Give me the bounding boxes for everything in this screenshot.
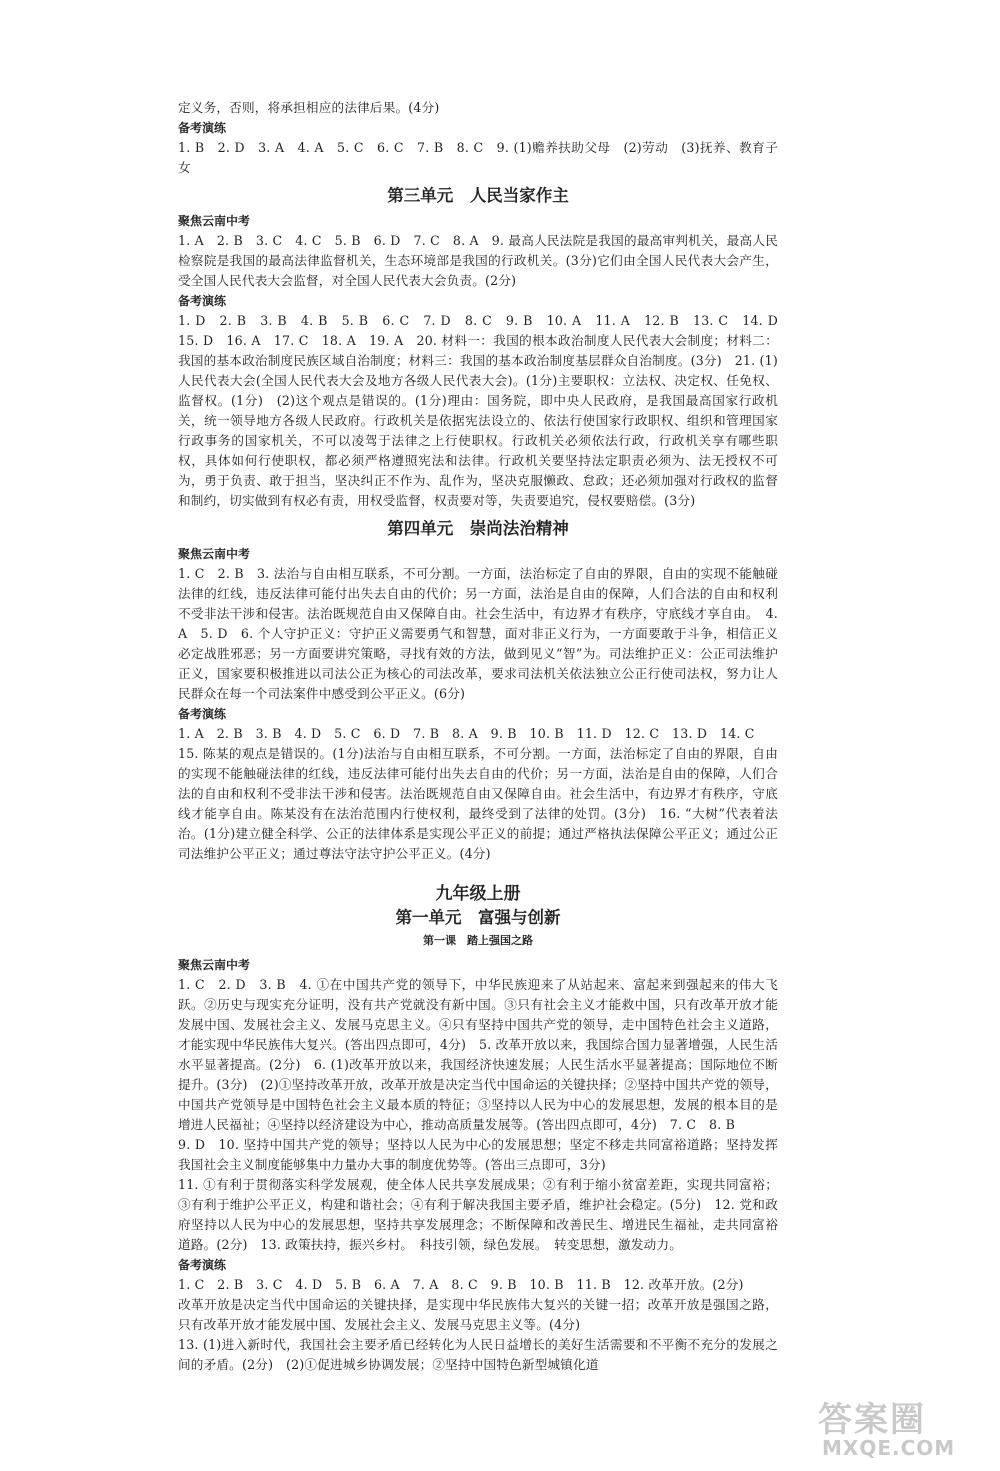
unit-title: 第三单元 人民当家作主 [387,186,569,205]
text-block: 定义务，否则，将承担相应的法律后果。(4分) [178,100,440,115]
answer-block: 13. (1)进入新时代，我国社会主要矛盾已经转化为人民日益增长的美好生活需要和不平衡不充分的发展之间的矛盾。(2分) (2)①促进城乡协调发展；②坚持中国特色新型城镇化道 [178,1337,778,1372]
section-subheading: 聚焦云南中考 [178,958,251,972]
unit-title: 第四单元 崇尚法治精神 [387,519,569,538]
answer-block: 1. A 2. B 3. C 4. C 5. B 6. D 7. C 8. A 9. 最高人民法院是我国的最高审判机关，最高人民检察院是我国的最高法律监督机关，生态环境部是我国的行政机关。(3分)它们由全国人民代表大会产生，受全国人民代表大会监督，对全国人民代表大会负责。(2分) [178,233,778,288]
section-subheading: 备考演练 [178,707,227,721]
answer-block: 9. D 10. 坚持中国共产党的领导；坚持以人民为中心的发展思想；坚定不移走共同富裕道路；坚持发挥我国社会主义制度能够集中力量办大事的制度优势等。(答出三点即可，3分) [178,1137,778,1172]
section-subheading: 备考演练 [178,294,227,308]
grade-title: 九年级上册 [435,884,521,904]
watermark-url: MXQE.COM [822,1436,956,1460]
section-subheading: 聚焦云南中考 [178,547,251,561]
lesson-title: 第一课 踏上强国之路 [423,934,533,947]
answer-block: 1. C 2. B 3. 法治与自由相互联系，不可分割。一方面，法治标定了自由的界限，自由的实现不能触碰法律的红线，违反法律可能付出失去自由的代价；另一方面，法治是自由的保障，人们合法的自由和权利不受非法干涉和侵害。法治既规范自由又保障自由。社会生活中，有边界才有秩序，守底线才享自由。 4. A 5. D 6. 个人守护正义：守护正义需要勇气和智慧，面对非正义行为，一方面要敢于斗争，相信正义必定战胜邪恶；另一方面要讲究策略，寻找有效的方法，做到见义“智”为。司法维护正义：公正司法维护正义，国家要积极推进以司法公正为核心的司法改革，要求司法机关依法独立公正行使司法权，努力让人民群众在每一个司法案件中感受到公平正义。(6分) [178,566,778,701]
answer-list: 1. C 2. B 3. C 4. D 5. B 6. A 7. A 8. C 9. B 10. B 11. B 12. 改革开放。(2分) [178,1277,744,1292]
site-watermark [818,1392,988,1464]
section-subheading: 备考演练 [178,121,227,135]
answer-block: 改革开放是决定当代中国命运的关键抉择，是实现中华民族伟大复兴的关键一招；改革开放是强国之路，只有改革开放才能发展中国、发展社会主义、发展马克思主义等。(4分) [178,1297,778,1332]
answer-block: 11. ①有利于贯彻落实科学发展观，使全体人民共享发展成果；②有利于缩小贫富差距，实现共同富裕；③有利于维护公平正义，构建和谐社会；④有利于解决我国主要矛盾，维护社会稳定。(5分) 12. 党和政府坚持以人民为中心的发展思想，坚持共享发展理念；不断保障和改善民生、增进民生福祉，走共同富裕道路。(2分) 13. 政策扶持，振兴乡村。 科技引领，绿色发展。 转变思想，激发动力。 [178,1177,778,1252]
section-subheading: 聚焦云南中考 [178,214,251,228]
unit-title: 第一单元 富强与创新 [395,908,561,927]
answer-block: 15. 陈某的观点是错误的。(1分)法治与自由相互联系，不可分割。一方面，法治标定了自由的界限，自由的实现不能触碰法律的红线，违反法律可能付出失去自由的代价；另一方面，法治是自由的保障，人们合法的自由和权利不受非法干涉和侵害。法治既规范自由又保障自由。社会生活中，有边界才有秩序，守底线才能享自由。陈某没有在法治范围内行使权利，最终受到了法律的处罚。(3分) 16. “大树”代表着法治。(1分)建立健全科学、公正的法律体系是实现公平正义的前提；通过严格执法保障公平正义；通过公正司法维护公平正义；通过尊法守法守护公平正义。(4分) [178,746,778,861]
answer-list: 1. A 2. B 3. B 4. D 5. C 6. D 7. B 8. A 9. B 10. B 11. D 12. C 13. D 14. C [178,726,755,741]
section-subheading: 备考演练 [178,1258,227,1272]
answer-block: 1. D 2. B 3. B 4. B 5. B 6. C 7. D 8. C 9. B 10. A 11. A 12. B 13. C 14. D 15. D 16. A 17. C 18. A 19. A 20. 材料一：我国的根本政治制度人民代表大会制度；材料二：我国的基本政治制度民族区域自治制度；材料三：我国的基本政治制度基层群众自治制度。(3分) 21. (1)人民代表大会(全国人民代表大会及地方各级人民代表大会)。(1分)主要职权：立法权、决定权、任免权、监督权。(1分) (2)这个观点是错误的。(1分)理由：国务院，即中央人民政府，是我国最高国家行政机关，统一领导地方各级人民政府。行政机关是依据宪法设立的、依法行使国家行政职权、组织和管理国家行政事务的国家机关，不可以凌驾于法律之上行使职权。行政机关必须依法行政，行政机关享有哪些职权，具体如何行使职权，都必须严格遵照宪法和法律。行政机关要坚持法定职责必须为、法无授权不可为，勇于负责、敢于担当，坚决纠正不作为、乱作为，坚决克服懒政、怠政；还必须加强对行政权的监督和制约，切实做到有权必有责，用权受监督，权责要对等，失责要追究，侵权要赔偿。(3分) [178,313,791,508]
answer-block: 1. C 2. D 3. B 4. ①在中国共产党的领导下，中华民族迎来了从站起来、富起来到强起来的伟大飞跃。②历史与现实充分证明，没有共产党就没有新中国。③只有社会主义才能救中国，只有改革开放才能发展中国、发展社会主义、发展马克思主义。④只有坚持中国共产党的领导，走中国特色社会主义道路，才能实现中华民族伟大复兴。(答出四点即可，4分) 5. 改革开放以来，我国综合国力显著增强，人民生活水平显著提高。(2分) 6. (1)改革开放以来，我国经济快速发展；人民生活水平显著提高；国际地位不断提升。(3分) (2)①坚持改革开放，改革开放是决定当代中国命运的关键抉择；②坚持中国共产党的领导，中国共产党领导是中国特色社会主义最本质的特征；③坚持以人民为中心的发展思想，发展的根本目的是增进人民福祉；④坚持以经济建设为中心，推动高质量发展等。(答出四点即可，4分) 7. C 8. B [178,977,778,1132]
watermark-logo-text: 答案圈 [818,1400,926,1440]
answer-page [178,98,791,1375]
answer-list: 1. B 2. D 3. A 4. A 5. C 6. C 7. B 8. C 9. (1)赡养扶助父母 (2)劳动 (3)抚养、教育子女 [178,140,778,175]
